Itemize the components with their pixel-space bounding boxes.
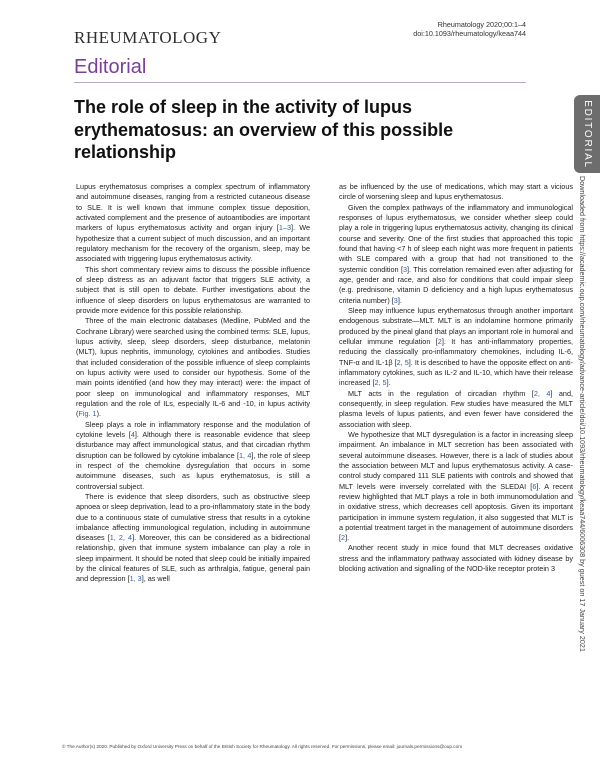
body-paragraph bbox=[339, 389, 573, 430]
paragraph-text: Sleep may influence lupus erythematosus through another important endogenous substrate—MLT. MLT is an indolamine hormone primarily produced by the pineal gland that plays an important role in humoral and cellular immune regulation [ bbox=[339, 305, 573, 346]
citation-link[interactable]: 3 bbox=[393, 295, 398, 305]
paragraph-text: ], the role of sleep in respect of the chemokine dysregulation that occurs in some autoimmune diseases, such as lupus erythematosus, is still a controversial subject. bbox=[76, 450, 311, 491]
paragraph-text: ]. bbox=[397, 295, 402, 305]
citation-link[interactable]: 6 bbox=[532, 481, 537, 491]
editorial-side-tab bbox=[574, 95, 600, 173]
body-paragraph bbox=[339, 182, 573, 203]
paragraph-text: ]. Moreover, this can be considered as a bidirectional relationship, given that immune system imbalance can play a role in sleep impairment. It should be noted that sleep could be initially impaired by the clinical features of SLE, such as arthralgia, fatigue, general pain and depression [ bbox=[76, 533, 310, 584]
paragraph-text: ]. It has anti-inflammatory properties, reducing the classically pro-inflammatory chemokines, including IL-6, TNF-α and IL-1β [ bbox=[339, 336, 573, 367]
body-paragraph bbox=[339, 203, 573, 306]
citation-link[interactable]: 2, 5 bbox=[374, 378, 387, 388]
body-paragraph bbox=[76, 420, 310, 492]
paragraph-text: We hypothesize that MLT dysregulation is a factor in increasing sleep impairment. An imbalance in MLT secretion has been associated with several autoimmune diseases. However, there is a lack of studies about the association between MLT and lupus erythematosus activity. A case-control study compared 111 SLE patients with controls and showed that MLT levels were inversely correlated with the SLEDAI [ bbox=[339, 429, 573, 491]
body-paragraph bbox=[339, 543, 573, 574]
journal-name: RHEUMATOLOGY bbox=[74, 28, 222, 47]
body-paragraph bbox=[76, 265, 310, 317]
citation-link[interactable]: 3 bbox=[402, 264, 408, 274]
paragraph-text: Lupus erythematosus comprises a complex spectrum of inflammatory and autoimmune diseases, ranging from a restricted cutaneous disease to SLE. It is well known that immune complex tissue deposition, activated complement and the presence of autoantibodies are important markers of lupus erythematosus activity and organ injury [ bbox=[76, 182, 310, 233]
body-column-left bbox=[76, 182, 310, 585]
citation-volume: Rheumatology 2020;00:1–4 bbox=[437, 20, 526, 29]
paragraph-text: ]. bbox=[345, 533, 350, 543]
body-paragraph bbox=[76, 492, 310, 585]
paragraph-text: This short commentary review aims to discuss the possible influence of sleep distress as an adjuvant factor that triggers SLE activity, a subject that is still open to debate. Further investigations about the influence of sleep disorders on lupus erythematosus are warranted to provide more evidence for this possible relationship. bbox=[76, 264, 310, 315]
paragraph-text: MLT acts in the regulation of circadian rhythm [ bbox=[348, 388, 534, 398]
citation-link[interactable]: 2, 5 bbox=[396, 357, 409, 367]
paragraph-text: Another recent study in mice found that MLT decreases oxidative stress and the inflammatory pathway associated with kidney disease by blocking activation and signalling of the NOD-like receptor protein 3 bbox=[339, 543, 573, 574]
citation-link[interactable]: 2 bbox=[341, 533, 346, 543]
paragraph-text: ]. bbox=[386, 378, 391, 388]
copyright-footer: © The Author(s) 2020. Published by Oxford University Press on behalf of the British Society for Rheumatology. All rights reserved. For permissions, please email: journals.permissions@oup.com bbox=[62, 744, 463, 749]
body-paragraph bbox=[339, 306, 573, 389]
body-paragraph bbox=[339, 430, 573, 544]
paragraph-text: ]. A recent review highlighted that MLT plays a role in both immunomodulation and in oxidative stress, which decreases cell apoptosis. Given its important participation in immune system regulation, it also suggested that MLT is a potential treatment target in the management of autoimmune disorders [ bbox=[339, 481, 573, 543]
paragraph-text: ]. Although there is reasonable evidence that sleep disturbance may affect immunological status, and that circadian rhythm disruption can be followed by cytokine imbalance [ bbox=[76, 429, 310, 460]
download-note: Downloaded from https://academic.oup.com/rheumatology/advance-article/doi/10.1093/rheumatology/keaa744/6006308 by guest on 17 January 2021 bbox=[578, 176, 587, 652]
paragraph-text: Given the complex pathways of the inflammatory and immunological responses of lupus erythematosus, we consider whether sleep could play a role in triggering lupus erythematosus activity, changing its clinical course and severity. One of the first studies that approached this topic found that having <7 h of sleep each night was more frequent in patients with SLE compared with a group that had not transitioned to the systemic condition [ bbox=[339, 202, 573, 274]
citation-link[interactable]: 2, 4 bbox=[533, 388, 551, 398]
citation-link[interactable]: Fig. 1 bbox=[78, 409, 97, 419]
paragraph-text: as be influenced by the use of medications, which may start a vicious circle of worsening sleep and lupus erythematosus. bbox=[339, 182, 573, 202]
citation-link[interactable]: 1, 4 bbox=[239, 450, 252, 460]
citation-link[interactable]: 1, 3 bbox=[129, 574, 142, 584]
body-column-right bbox=[339, 182, 573, 574]
citation-doi: doi:10.1093/rheumatology/keaa744 bbox=[413, 29, 526, 38]
header-divider bbox=[74, 82, 526, 83]
paragraph-text: ]. This correlation remained even after adjusting for age, gender and race, and also for conditions that could impair sleep (e.g. prednisone, vitamin D deficiency and a high lupus erythematosus criteria number) [ bbox=[339, 264, 574, 305]
citation-link[interactable]: 1, 2, 4 bbox=[109, 533, 133, 543]
paragraph-text: Three of the main electronic databases (Medline, PubMed and the Cochrane Library) were searched using the combined terms: SLE, lupus, lupus activity, sleep, sleep disorders, sleep disturbance, melatonin (MLT), lupus nephritis, immunology, cytokines and antibodies. Studies that included consideration of the possible influence of sleep complaints on lupus activity were used to consider our hypothesis. Some of the main points identified (and how they may interact) were: the impact of poor sleep on immunological and inflammatory responses, MLT regulation and the role of ILs, especially IL-6 and -10, in lupus activity ( bbox=[76, 316, 310, 419]
citation-link[interactable]: 2 bbox=[437, 336, 442, 346]
paragraph-text: ]. It is described to have the opposite effect on anti-inflammatory cytokines, such as IL-2 and IL-10, which have their release increased [ bbox=[339, 357, 574, 388]
paragraph-text: ]. We hypothesize that a current subject of much discussion, and an important regulatory mechanism for the recovery of the organism, sleep, may be associated with triggering lupus erythematosus activity. bbox=[76, 223, 310, 264]
paragraph-text: There is evidence that sleep disorders, such as obstructive sleep apnoea or sleep deprivation, lead to a pro-inflammatory state in the body due to a continuous state of cumulative stress that results in a cytokine imbalance affecting immunological regulation, including in autoimmune diseases [ bbox=[76, 491, 310, 543]
citation-link[interactable]: 1–3 bbox=[278, 223, 291, 233]
paragraph-text: ] and, consequently, in sleep regulation. Few studies have measured the MLT plasma levels of lupus patients, and even fewer have considered the association with sleep. bbox=[339, 388, 574, 429]
citation-link[interactable]: 4 bbox=[130, 429, 135, 439]
body-paragraph bbox=[76, 182, 310, 265]
paragraph-text: ], as well bbox=[141, 574, 170, 584]
citation-info bbox=[413, 20, 526, 38]
section-label: Editorial bbox=[74, 56, 147, 78]
paragraph-text: Sleep plays a role in inflammatory response and the modulation of cytokine levels [ bbox=[76, 419, 310, 439]
body-paragraph bbox=[76, 316, 310, 419]
side-tab-label: EDITORIAL bbox=[581, 99, 593, 169]
article-title: The role of sleep in the activity of lupus erythematosus: an overview of this possible relationship bbox=[74, 97, 454, 162]
paragraph-text: ). bbox=[96, 409, 101, 419]
